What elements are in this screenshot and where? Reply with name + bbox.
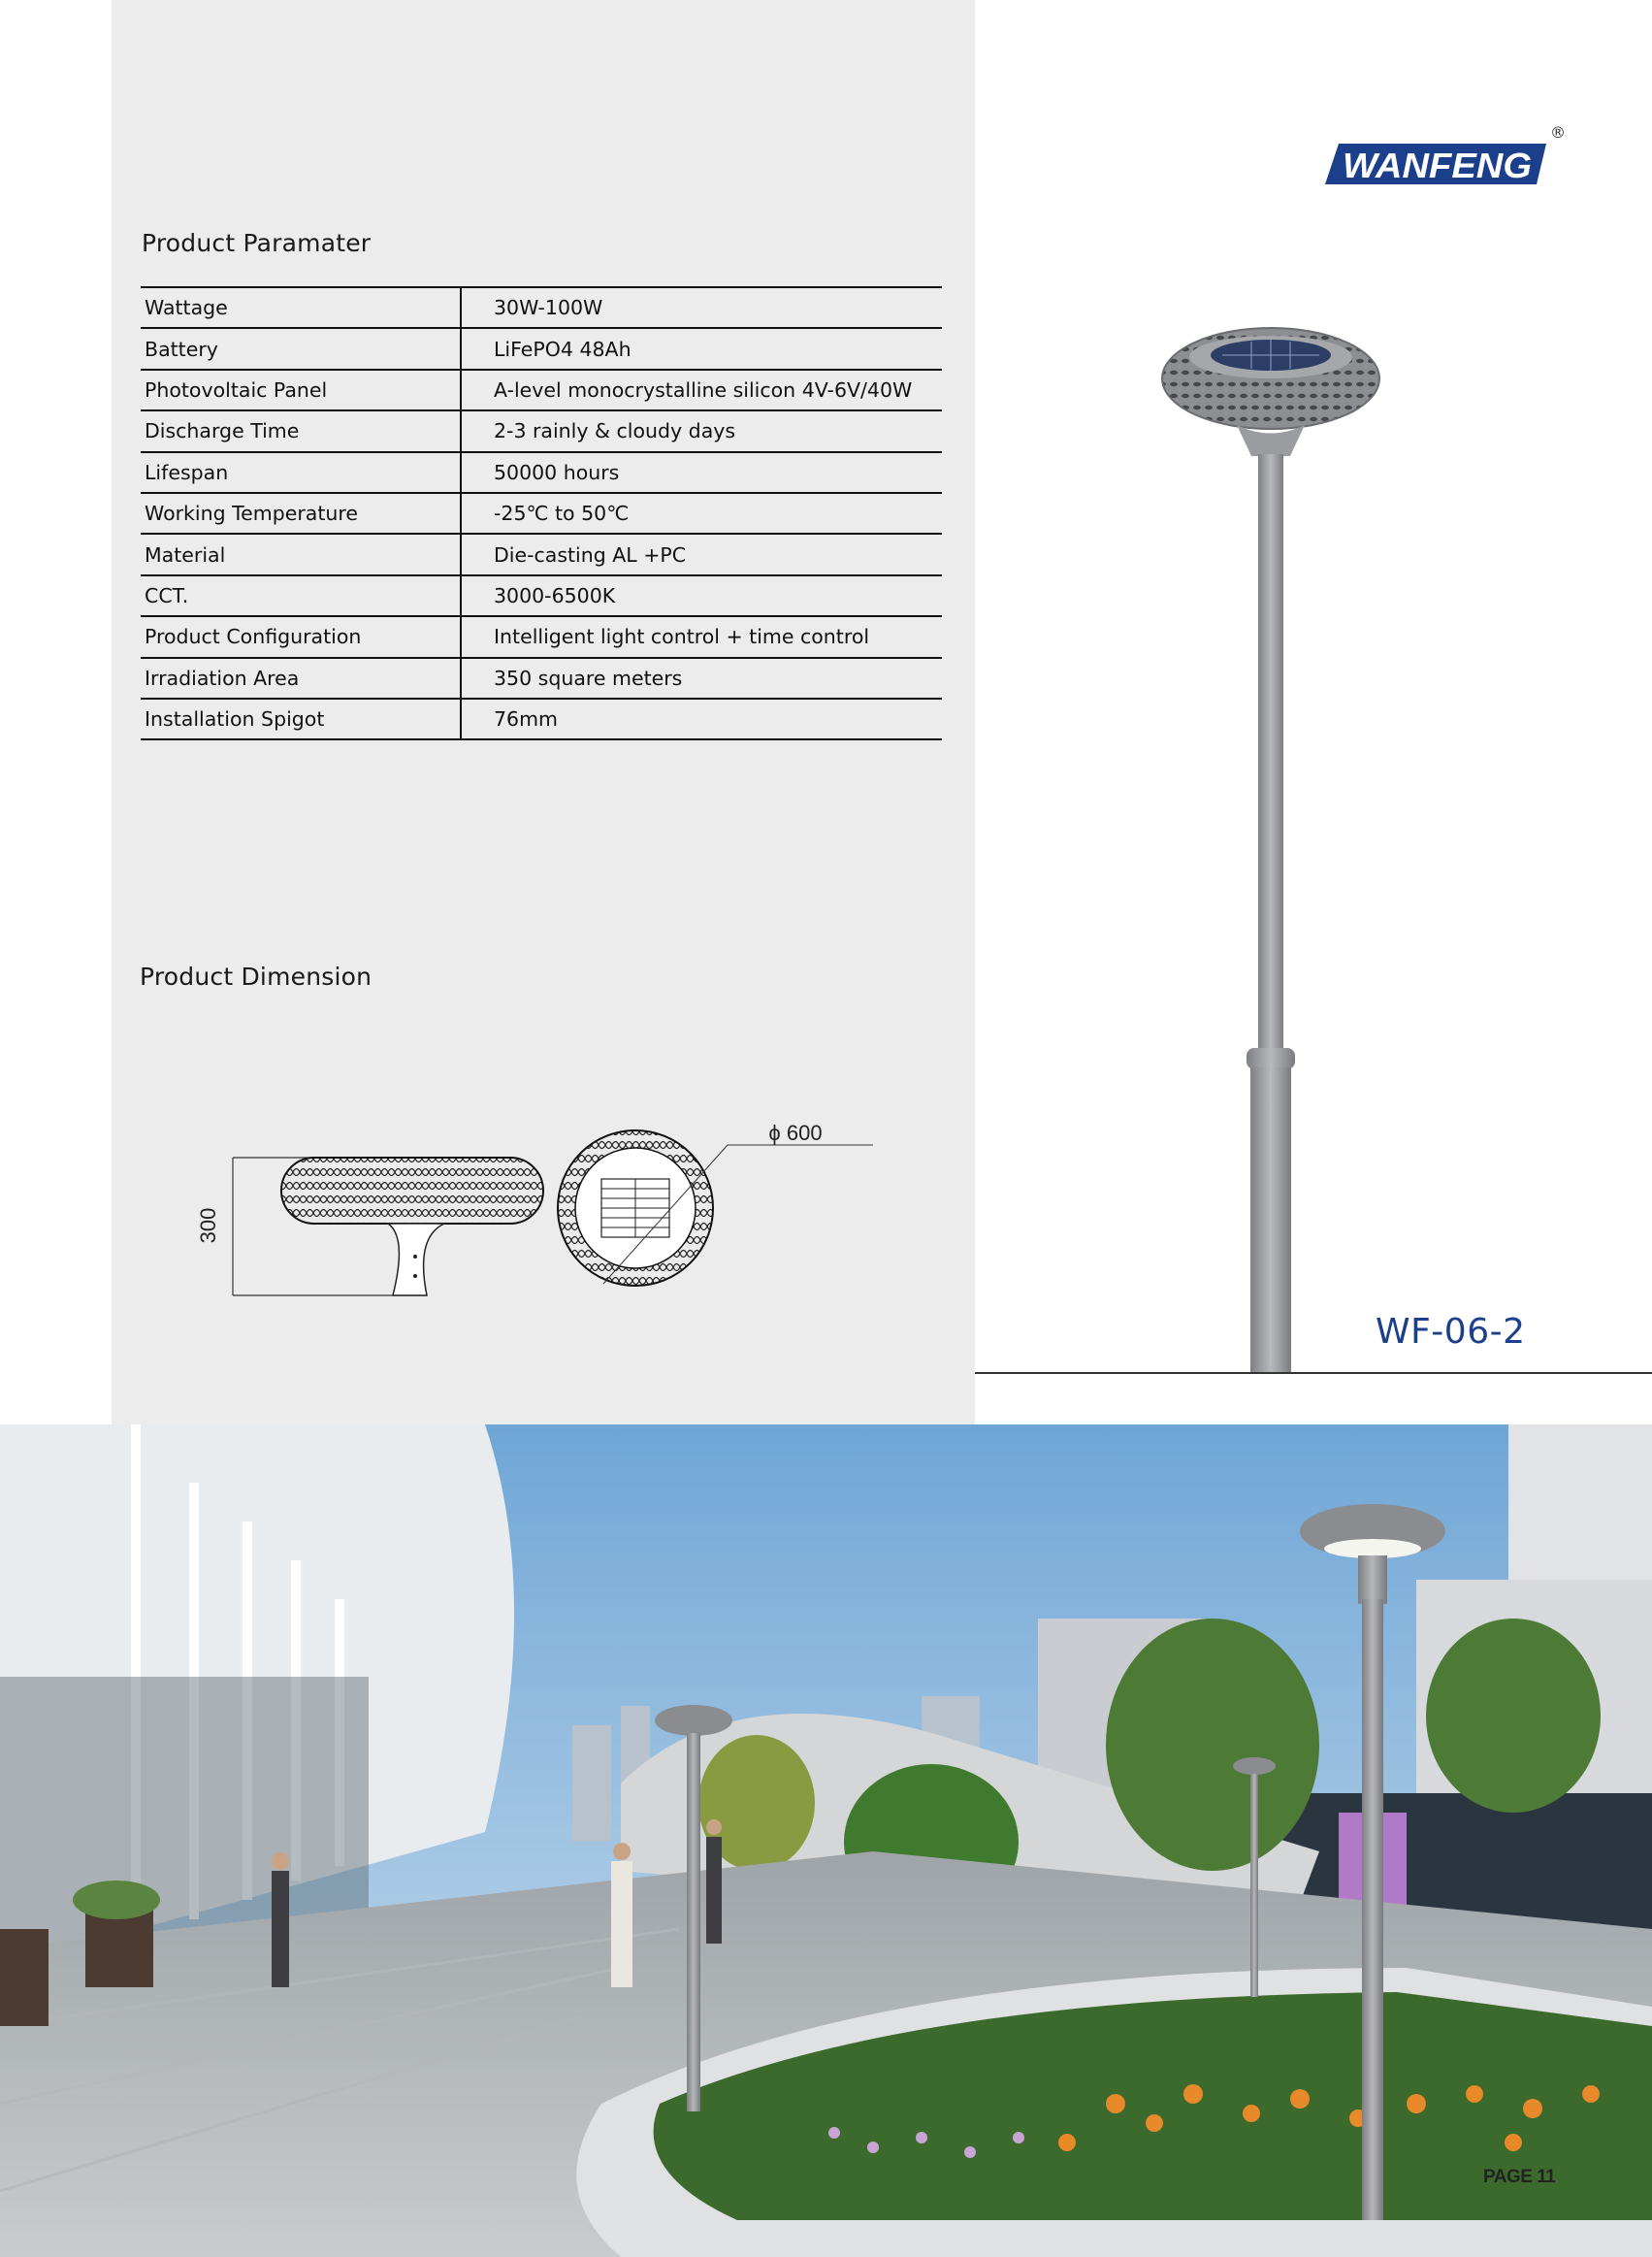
side-view-luminaire (281, 1158, 543, 1295)
param-value: Intelligent light control + time control (461, 616, 942, 657)
top-view-luminaire (558, 1130, 873, 1286)
param-name: Battery (141, 328, 461, 369)
param-row (141, 370, 942, 410)
dimension-drawing (184, 1111, 883, 1305)
brand-name: WANFENG (1343, 146, 1532, 185)
param-value: 76mm (461, 699, 942, 739)
param-row (141, 575, 942, 616)
param-name: CCT. (141, 575, 461, 616)
param-name: Product Configuration (141, 616, 461, 657)
param-row (141, 328, 942, 369)
registered-mark: ® (1550, 123, 1566, 142)
page-number: PAGE 11 (1483, 2167, 1556, 2187)
param-row (141, 287, 942, 328)
param-name: Discharge Time (141, 410, 461, 451)
param-name: Installation Spigot (141, 699, 461, 739)
param-name: Irradiation Area (141, 658, 461, 699)
diameter-label: ϕ 600 (768, 1121, 823, 1145)
param-value: Die-casting AL +PC (461, 534, 942, 574)
divider-line (975, 1372, 1652, 1374)
scene-illustration (0, 1424, 1652, 2257)
param-row (141, 452, 942, 493)
param-table (141, 286, 942, 740)
param-row (141, 410, 942, 451)
param-value: LiFePO4 48Ah (461, 328, 942, 369)
product-pole-image (1145, 320, 1426, 1378)
param-row (141, 493, 942, 534)
wanfeng-logo (1321, 124, 1564, 192)
params-title: Product Paramater (142, 229, 372, 257)
dimension-title: Product Dimension (140, 963, 373, 991)
height-label: 300 (196, 1207, 220, 1244)
param-value: -25℃ to 50℃ (461, 493, 942, 534)
param-name: Working Temperature (141, 493, 461, 534)
param-name: Wattage (141, 287, 461, 328)
param-value: 50000 hours (461, 452, 942, 493)
param-value: 350 square meters (461, 658, 942, 699)
param-value: 30W-100W (461, 287, 942, 328)
param-name: Photovoltaic Panel (141, 370, 461, 410)
param-row (141, 658, 942, 699)
param-value: A-level monocrystalline silicon 4V-6V/40W (461, 370, 942, 410)
param-row (141, 534, 942, 574)
param-row (141, 616, 942, 657)
param-value: 2-3 rainly & cloudy days (461, 410, 942, 451)
param-value: 3000-6500K (461, 575, 942, 616)
param-name: Material (141, 534, 461, 574)
param-name: Lifespan (141, 452, 461, 493)
model-number: WF-06-2 (1376, 1312, 1526, 1352)
param-row (141, 699, 942, 739)
